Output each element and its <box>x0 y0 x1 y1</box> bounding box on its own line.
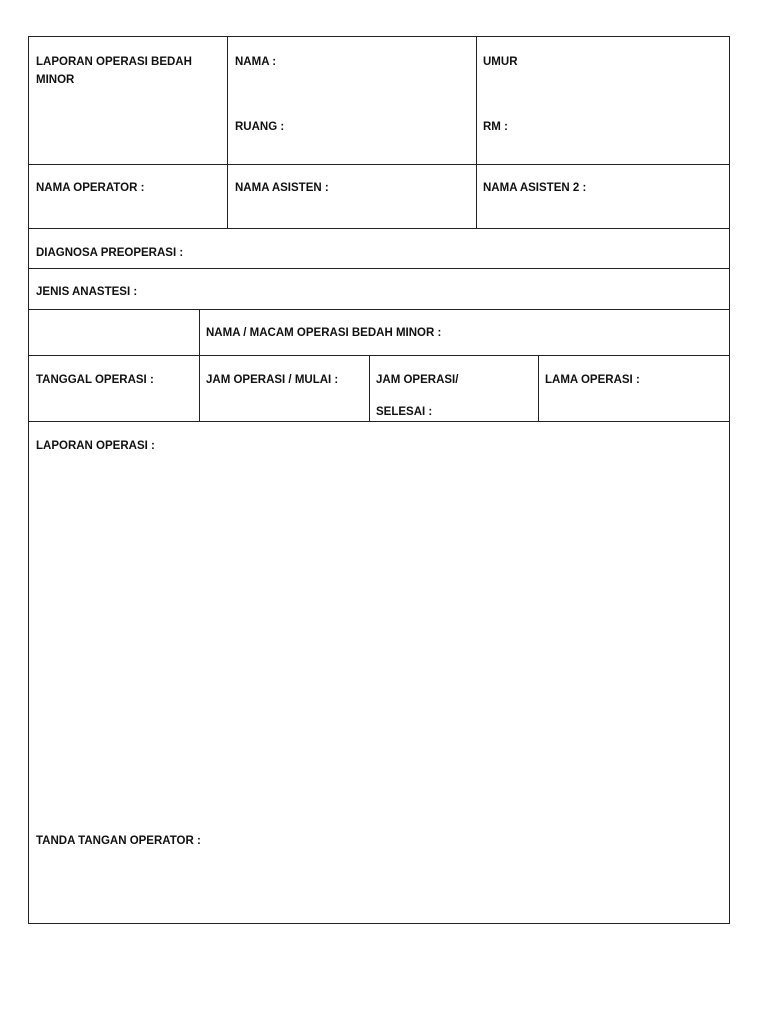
anastesi-label: JENIS ANASTESI : <box>36 286 138 298</box>
laporan-operasi-label: LAPORAN OPERASI : <box>36 440 155 452</box>
row-divider <box>29 164 729 165</box>
column-divider <box>227 37 228 228</box>
jam-selesai-label: JAM OPERASI/ <box>376 374 459 386</box>
tanggal-operasi-label: TANGGAL OPERASI : <box>36 374 154 386</box>
row-divider <box>29 421 729 422</box>
column-divider <box>199 309 200 421</box>
umur-label: UMUR <box>483 56 518 68</box>
column-divider <box>369 355 370 421</box>
form-title: LAPORAN OPERASI BEDAH MINOR <box>36 56 192 86</box>
operator-label: NAMA OPERATOR : <box>36 182 145 194</box>
column-divider <box>476 37 477 228</box>
lama-operasi-label: LAMA OPERASI : <box>545 374 640 386</box>
row-divider <box>29 355 729 356</box>
jam-selesai-label-2: SELESAI : <box>376 406 433 418</box>
row-divider <box>29 268 729 269</box>
macam-operasi-label: NAMA / MACAM OPERASI BEDAH MINOR : <box>206 327 442 339</box>
asisten-label: NAMA ASISTEN : <box>235 182 329 194</box>
nama-label: NAMA : <box>235 56 277 68</box>
diagnosa-label: DIAGNOSA PREOPERASI : <box>36 247 184 259</box>
operation-report-form <box>28 36 730 924</box>
row-divider <box>29 228 729 229</box>
ruang-label: RUANG : <box>235 121 285 133</box>
asisten2-label: NAMA ASISTEN 2 : <box>483 182 587 194</box>
jam-mulai-label: JAM OPERASI / MULAI : <box>206 374 339 386</box>
row-divider <box>29 309 729 310</box>
tanda-tangan-label: TANDA TANGAN OPERATOR : <box>36 835 201 847</box>
rm-label: RM : <box>483 121 508 133</box>
column-divider <box>538 355 539 421</box>
